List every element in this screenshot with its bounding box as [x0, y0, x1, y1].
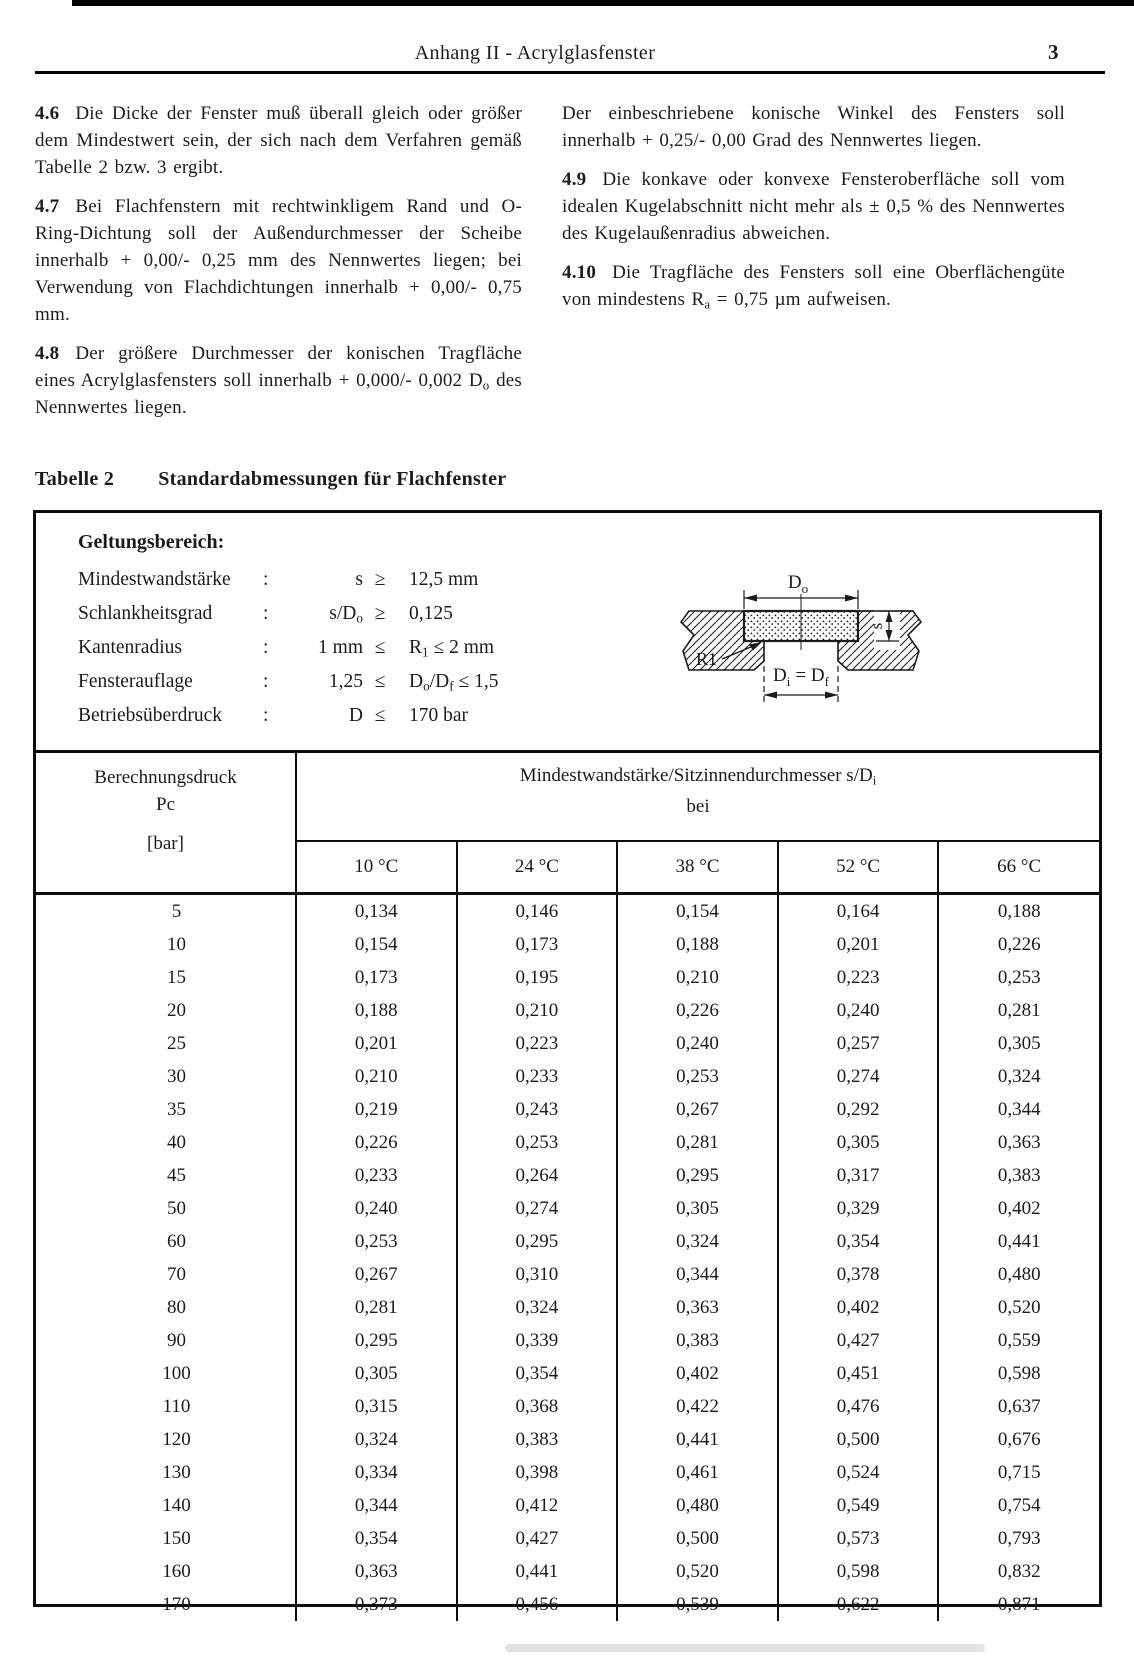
ratio-value-cell: 0,233	[296, 1159, 457, 1192]
ratio-value-cell: 0,310	[457, 1258, 618, 1291]
table-caption	[35, 468, 506, 491]
ratio-value-cell: 0,363	[296, 1555, 457, 1588]
page-number: 3	[1048, 40, 1059, 64]
ratio-value-cell: 0,305	[617, 1192, 778, 1225]
ratio-value-cell: 0,324	[617, 1225, 778, 1258]
ratio-value-cell: 0,295	[296, 1324, 457, 1357]
scope-label: Schlankheitsgrad	[78, 603, 213, 624]
s-label: s	[867, 622, 886, 630]
table-row	[36, 1159, 1099, 1192]
do-arrow-left	[744, 595, 757, 602]
ratio-value-cell: 0,324	[938, 1060, 1099, 1093]
ratio-value-cell: 0,422	[617, 1390, 778, 1423]
ratio-value-cell: 0,456	[457, 1588, 618, 1621]
colon: :	[263, 671, 269, 692]
ratio-value-cell: 0,832	[938, 1555, 1099, 1588]
section-number: 4.6	[35, 103, 60, 124]
pressure-cell: 90	[36, 1324, 296, 1357]
formula-operator: ≤	[374, 637, 386, 658]
paragraph-text: Die Dicke der Fenster muß überall gleich oder größer dem Mindestwert sein, der sich nach dem Verfahren gemäß Tabelle 2 bzw. 3 ergibt.	[35, 103, 522, 178]
di-df-label: $D_i = D_f$	[773, 665, 829, 689]
ratio-value-cell: 0,305	[296, 1357, 457, 1390]
paragraph-text: Bei Flachfenstern mit rechtwinkligem Rand und O-Ring-Dichtung soll der Außendurchmesser der Scheibe innerhalb + 0,00/- 0,25 mm des Nennwertes liegen; bei Verwendung von Flachdichtungen innerhalb + 0,00/- 0,75 mm.	[35, 196, 522, 325]
ratio-value-cell: 0,441	[617, 1423, 778, 1456]
section-number: 4.9	[562, 169, 587, 190]
ratio-value-cell: 0,295	[457, 1225, 618, 1258]
table-row	[36, 1027, 1099, 1060]
pressure-header-unit: [bar]	[147, 833, 184, 854]
table-row	[36, 1291, 1099, 1324]
table-caption-title: Standardabmessungen für Flachfenster	[158, 468, 507, 490]
r1-label: R1	[696, 649, 718, 669]
ratio-value-cell: 0,154	[296, 928, 457, 961]
ratio-value-cell: 0,598	[778, 1555, 939, 1588]
table-row	[36, 1555, 1099, 1588]
ratio-value-cell: 0,253	[457, 1126, 618, 1159]
pressure-cell: 20	[36, 994, 296, 1027]
ratio-value-cell: 0,344	[617, 1258, 778, 1291]
ratio-value-cell: 0,281	[296, 1291, 457, 1324]
do-arrow-right	[845, 595, 858, 602]
ratio-value-cell: 0,500	[617, 1522, 778, 1555]
table-caption-label: Tabelle 2	[35, 468, 115, 490]
paragraph-4-6	[35, 100, 522, 181]
temp-header-66c: 66 °C	[938, 841, 1099, 894]
table-row	[36, 1489, 1099, 1522]
paragraph-text: Der einbeschriebene konische Winkel des Fensters soll innerhalb + 0,25/- 0,00 Grad des Nennwertes liegen.	[562, 103, 1065, 151]
ratio-value-cell: 0,871	[938, 1588, 1099, 1621]
ratio-value-cell: 0,324	[457, 1291, 618, 1324]
pressure-cell: 160	[36, 1555, 296, 1588]
ratio-value-cell: 0,539	[617, 1588, 778, 1621]
ratio-value-cell: 0,402	[778, 1291, 939, 1324]
paragraph-text: Der größere Durchmesser der konischen Tragfläche eines Acrylglasfensters soll innerhalb + 0,000/- 0,002 $D_o$ des Nennwertes liegen.	[35, 343, 522, 418]
colon: :	[263, 705, 269, 726]
header-rule	[35, 71, 1105, 74]
body-text-columns	[35, 100, 1102, 433]
temp-header-10c: 10 °C	[296, 841, 457, 894]
colon: :	[263, 603, 269, 624]
ratio-value-cell: 0,267	[296, 1258, 457, 1291]
pressure-cell: 130	[36, 1456, 296, 1489]
ratio-value-cell: 0,173	[457, 928, 618, 961]
ratio-value-cell: 0,329	[778, 1192, 939, 1225]
pressure-header-symbol: Pc	[156, 794, 175, 815]
ratio-value-cell: 0,267	[617, 1093, 778, 1126]
ratio-span-header	[296, 752, 1099, 842]
pressure-column-header	[36, 752, 296, 894]
ratio-value-cell: 0,480	[938, 1258, 1099, 1291]
scope-label: Mindestwandstärke	[78, 569, 231, 590]
pressure-cell: 35	[36, 1093, 296, 1126]
ratio-value-cell: 0,363	[617, 1291, 778, 1324]
paragraph-text: Die Tragfläche des Fensters soll eine Oberflächengüte von mindestens $R_a = 0,75$ µm aufweisen.	[562, 262, 1065, 312]
pressure-cell: 100	[36, 1357, 296, 1390]
ratio-value-cell: 0,344	[938, 1093, 1099, 1126]
ratio-value-cell: 0,243	[457, 1093, 618, 1126]
ratio-value-cell: 0,305	[778, 1126, 939, 1159]
pressure-cell: 110	[36, 1390, 296, 1423]
table-row	[36, 1588, 1099, 1621]
ratio-value-cell: 0,354	[296, 1522, 457, 1555]
pressure-cell: 40	[36, 1126, 296, 1159]
right-column	[562, 100, 1065, 433]
paragraph-4-8-continued	[562, 100, 1065, 154]
ratio-value-cell: 0,398	[457, 1456, 618, 1489]
paragraph-4-10	[562, 259, 1065, 313]
ratio-value-cell: 0,754	[938, 1489, 1099, 1522]
formula-lhs: D	[348, 705, 363, 726]
ratio-value-cell: 0,226	[296, 1126, 457, 1159]
scope-row-window-seat	[78, 671, 638, 705]
ratio-value-cell: 0,188	[296, 994, 457, 1027]
pressure-cell: 15	[36, 961, 296, 994]
table-row	[36, 1126, 1099, 1159]
ratio-value-cell: 0,573	[778, 1522, 939, 1555]
paragraph-text: Die konkave oder konvexe Fensteroberfläche soll vom idealen Kugelabschnitt nicht mehr als ± 0,5 % des Nennwertes des Kugelaußenradius abweichen.	[562, 169, 1065, 244]
ratio-value-cell: 0,559	[938, 1324, 1099, 1357]
table-2-box	[33, 510, 1102, 1615]
ratio-value-cell: 0,219	[296, 1093, 457, 1126]
ratio-value-cell: 0,324	[296, 1423, 457, 1456]
ratio-value-cell: 0,500	[778, 1423, 939, 1456]
temp-header-38c: 38 °C	[617, 841, 778, 894]
ratio-value-cell: 0,344	[296, 1489, 457, 1522]
ratio-value-cell: 0,223	[457, 1027, 618, 1060]
ratio-value-cell: 0,373	[296, 1588, 457, 1621]
ratio-header-line2: bei	[686, 796, 710, 817]
ratio-value-cell: 0,461	[617, 1456, 778, 1489]
ratio-value-cell: 0,146	[457, 894, 618, 929]
scope-row-operating-pressure	[78, 705, 638, 739]
ratio-value-cell: 0,226	[617, 994, 778, 1027]
ratio-value-cell: 0,226	[938, 928, 1099, 961]
ratio-value-cell: 0,363	[938, 1126, 1099, 1159]
table-row	[36, 1390, 1099, 1423]
ratio-value-cell: 0,598	[938, 1357, 1099, 1390]
formula-lhs: $s/D_o$	[329, 603, 363, 626]
table-row	[36, 1093, 1099, 1126]
formula-operator: ≥	[374, 603, 386, 624]
ratio-value-cell: 0,427	[457, 1522, 618, 1555]
colon: :	[263, 637, 269, 658]
pressure-cell: 70	[36, 1258, 296, 1291]
ratio-value-cell: 0,317	[778, 1159, 939, 1192]
header-row-1	[36, 752, 1099, 842]
table-row	[36, 1225, 1099, 1258]
pressure-cell: 80	[36, 1291, 296, 1324]
ratio-value-cell: 0,281	[938, 994, 1099, 1027]
ratio-value-cell: 0,520	[938, 1291, 1099, 1324]
ratio-value-cell: 0,264	[457, 1159, 618, 1192]
pressure-cell: 50	[36, 1192, 296, 1225]
window-cross-section-diagram	[636, 518, 1056, 713]
di-arrow-right	[825, 692, 838, 699]
ratio-value-cell: 0,295	[617, 1159, 778, 1192]
ratio-value-cell: 0,274	[778, 1060, 939, 1093]
formula-rhs: 12,5 mm	[409, 569, 479, 590]
ratio-header-line1: Mindestwandstärke/Sitzinnendurchmesser $s/D_i$	[519, 765, 877, 788]
pressure-table-head	[36, 752, 1099, 894]
pressure-cell: 170	[36, 1588, 296, 1621]
scope-row-wall-thickness	[78, 569, 638, 603]
ratio-value-cell: 0,368	[457, 1390, 618, 1423]
paragraph-4-7	[35, 193, 522, 328]
scope-row-slenderness	[78, 603, 638, 637]
pressure-cell: 120	[36, 1423, 296, 1456]
formula-lhs: 1 mm	[318, 637, 363, 658]
scope-label: Kantenradius	[78, 637, 182, 658]
section-number: 4.8	[35, 343, 60, 364]
ratio-value-cell: 0,173	[296, 961, 457, 994]
table-row	[36, 994, 1099, 1027]
ratio-value-cell: 0,305	[938, 1027, 1099, 1060]
ratio-value-cell: 0,427	[778, 1324, 939, 1357]
table-row	[36, 1456, 1099, 1489]
ratio-value-cell: 0,378	[778, 1258, 939, 1291]
temp-header-52c: 52 °C	[778, 841, 939, 894]
scan-smudge	[505, 1644, 985, 1652]
pressure-cell: 5	[36, 894, 296, 929]
pressure-header-line1: Berechnungsdruck	[94, 767, 237, 788]
paragraph-4-9	[562, 166, 1065, 247]
table-row	[36, 1258, 1099, 1291]
scope-conditions	[78, 569, 638, 739]
scope-label: Fensterauflage	[78, 671, 193, 692]
ratio-value-cell: 0,334	[296, 1456, 457, 1489]
section-number: 4.7	[35, 196, 60, 217]
ratio-value-cell: 0,253	[296, 1225, 457, 1258]
ratio-value-cell: 0,134	[296, 894, 457, 929]
paragraph-4-8	[35, 340, 522, 421]
ratio-value-cell: 0,354	[778, 1225, 939, 1258]
scope-label: Betriebsüberdruck	[78, 705, 223, 726]
table-row	[36, 1423, 1099, 1456]
pressure-cell: 25	[36, 1027, 296, 1060]
pressure-cell: 150	[36, 1522, 296, 1555]
pressure-table-body	[36, 894, 1099, 1622]
ratio-value-cell: 0,402	[617, 1357, 778, 1390]
table-row	[36, 1060, 1099, 1093]
table-row	[36, 894, 1099, 929]
ratio-value-cell: 0,274	[457, 1192, 618, 1225]
ratio-value-cell: 0,451	[778, 1357, 939, 1390]
scope-row-edge-radius	[78, 637, 638, 671]
left-column	[35, 100, 522, 433]
ratio-value-cell: 0,188	[938, 894, 1099, 929]
ratio-value-cell: 0,793	[938, 1522, 1099, 1555]
ratio-value-cell: 0,154	[617, 894, 778, 929]
ratio-value-cell: 0,240	[778, 994, 939, 1027]
temp-header-24c: 24 °C	[457, 841, 618, 894]
di-arrow-left	[764, 692, 777, 699]
ratio-value-cell: 0,480	[617, 1489, 778, 1522]
ratio-value-cell: 0,201	[296, 1027, 457, 1060]
ratio-value-cell: 0,524	[778, 1456, 939, 1489]
ratio-value-cell: 0,549	[778, 1489, 939, 1522]
ratio-value-cell: 0,354	[457, 1357, 618, 1390]
ratio-value-cell: 0,476	[778, 1390, 939, 1423]
ratio-value-cell: 0,339	[457, 1324, 618, 1357]
ratio-value-cell: 0,188	[617, 928, 778, 961]
formula-rhs: 0,125	[409, 603, 453, 624]
pressure-table	[36, 750, 1099, 1621]
page-header-title: Anhang II - Acrylglasfenster	[414, 42, 656, 64]
formula-rhs: $R_1 \le 2$ mm	[409, 637, 495, 660]
ratio-value-cell: 0,240	[296, 1192, 457, 1225]
scan-edge-bar	[72, 0, 1134, 6]
ratio-value-cell: 0,412	[457, 1489, 618, 1522]
ratio-value-cell: 0,676	[938, 1423, 1099, 1456]
pressure-cell: 10	[36, 928, 296, 961]
formula-rhs: 170 bar	[409, 705, 469, 726]
do-label: $D_o$	[787, 572, 809, 596]
ratio-value-cell: 0,383	[457, 1423, 618, 1456]
pressure-cell: 45	[36, 1159, 296, 1192]
ratio-value-cell: 0,715	[938, 1456, 1099, 1489]
pressure-cell: 30	[36, 1060, 296, 1093]
colon: :	[263, 569, 269, 590]
ratio-value-cell: 0,315	[296, 1390, 457, 1423]
ratio-value-cell: 0,281	[617, 1126, 778, 1159]
ratio-value-cell: 0,402	[938, 1192, 1099, 1225]
formula-operator: ≤	[374, 671, 386, 692]
scope-title: Geltungsbereich:	[78, 531, 225, 553]
ratio-value-cell: 0,210	[296, 1060, 457, 1093]
ratio-value-cell: 0,441	[457, 1555, 618, 1588]
ratio-value-cell: 0,253	[938, 961, 1099, 994]
ratio-value-cell: 0,257	[778, 1027, 939, 1060]
ratio-value-cell: 0,383	[938, 1159, 1099, 1192]
table-row	[36, 928, 1099, 961]
ratio-value-cell: 0,292	[778, 1093, 939, 1126]
ratio-value-cell: 0,210	[617, 961, 778, 994]
formula-rhs: $D_o/D_f \le 1,5$	[409, 671, 499, 694]
pressure-table-wrap	[36, 750, 1099, 1615]
table-row	[36, 961, 1099, 994]
ratio-value-cell: 0,223	[778, 961, 939, 994]
ratio-value-cell: 0,201	[778, 928, 939, 961]
formula-lhs: s	[355, 569, 363, 590]
ratio-value-cell: 0,637	[938, 1390, 1099, 1423]
table-row	[36, 1324, 1099, 1357]
ratio-value-cell: 0,622	[778, 1588, 939, 1621]
section-number: 4.10	[562, 262, 597, 283]
table-row	[36, 1357, 1099, 1390]
ratio-value-cell: 0,164	[778, 894, 939, 929]
formula-operator: ≥	[374, 569, 386, 590]
pressure-cell: 60	[36, 1225, 296, 1258]
ratio-value-cell: 0,233	[457, 1060, 618, 1093]
ratio-value-cell: 0,253	[617, 1060, 778, 1093]
ratio-value-cell: 0,520	[617, 1555, 778, 1588]
ratio-value-cell: 0,195	[457, 961, 618, 994]
ratio-value-cell: 0,210	[457, 994, 618, 1027]
formula-operator: ≤	[374, 705, 386, 726]
ratio-value-cell: 0,383	[617, 1324, 778, 1357]
formula-lhs: 1,25	[328, 671, 363, 692]
table-row	[36, 1522, 1099, 1555]
pressure-cell: 140	[36, 1489, 296, 1522]
table-row	[36, 1192, 1099, 1225]
ratio-value-cell: 0,441	[938, 1225, 1099, 1258]
ratio-value-cell: 0,240	[617, 1027, 778, 1060]
